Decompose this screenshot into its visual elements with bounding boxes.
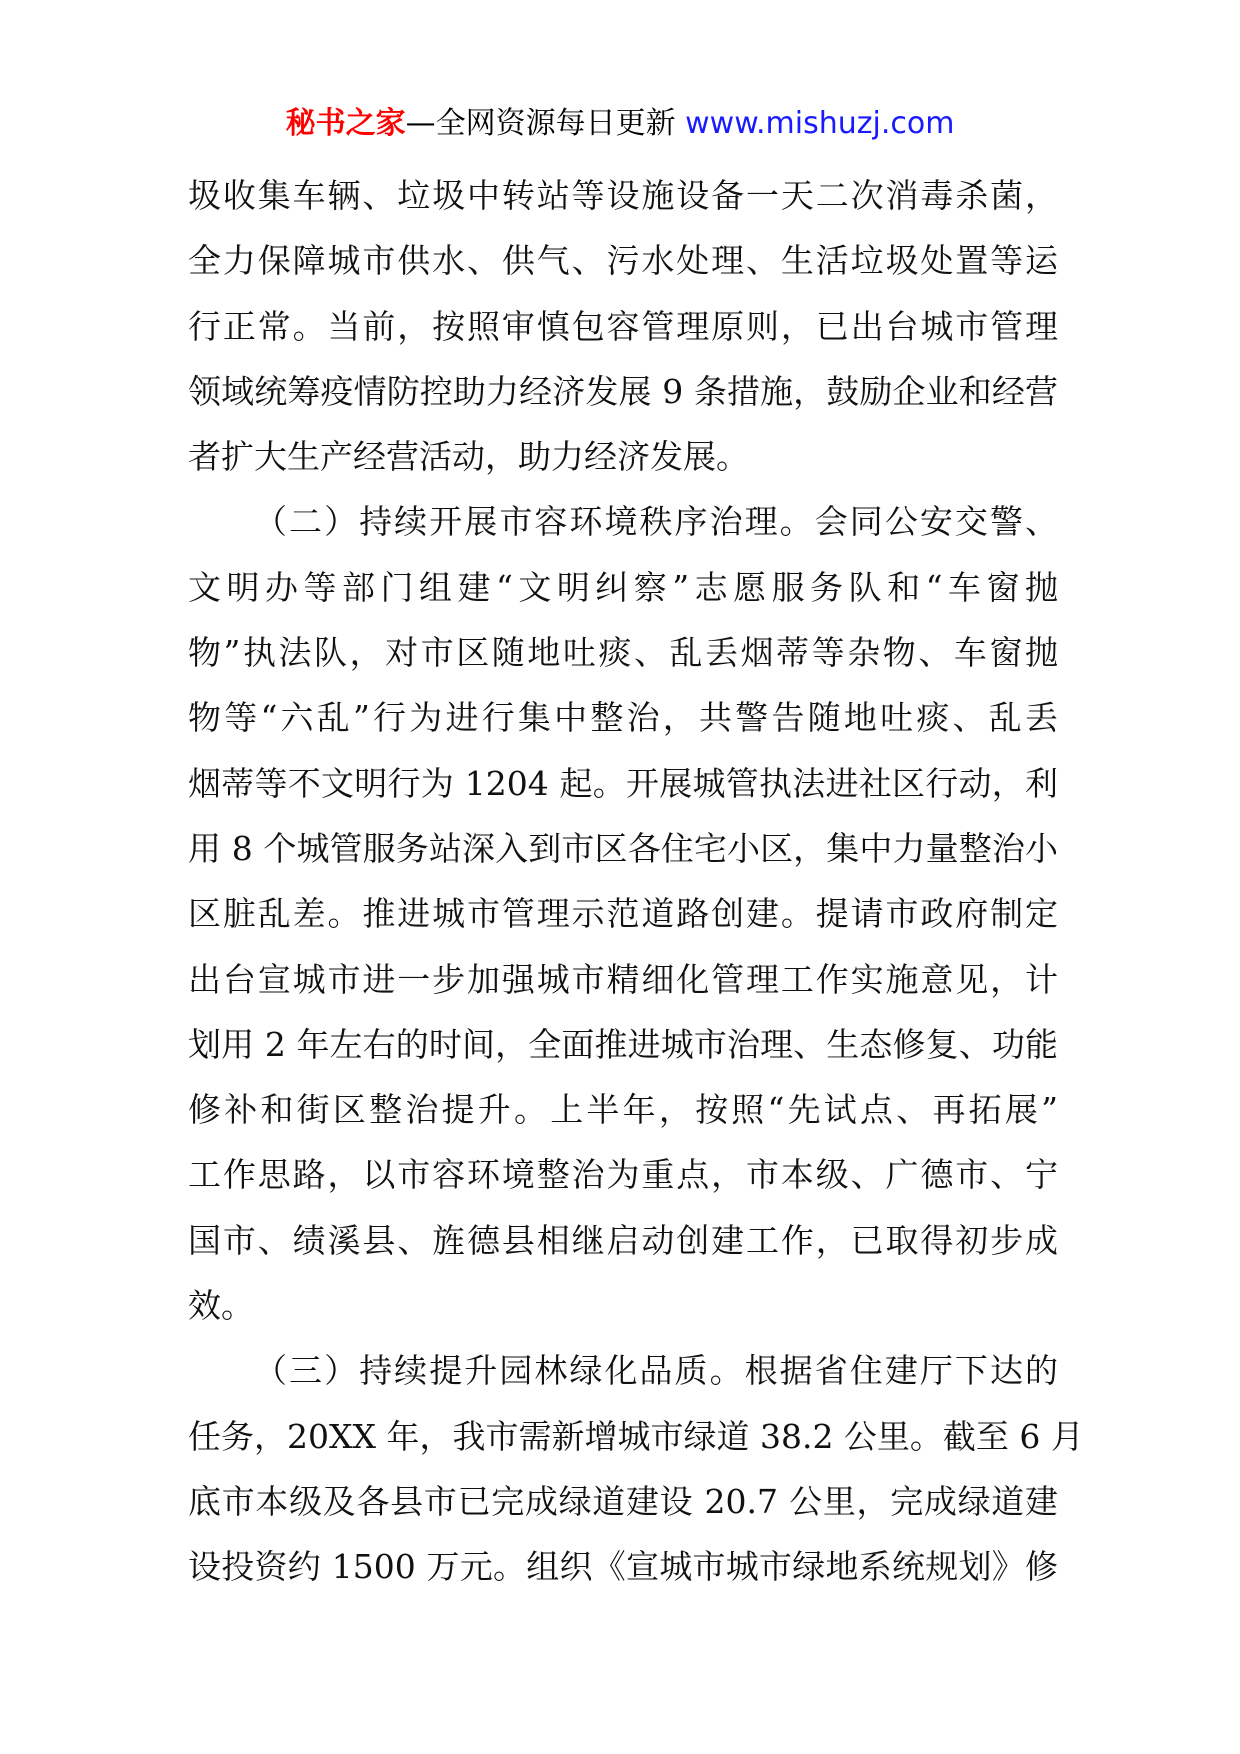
body-text <box>188 163 1084 1600</box>
text-line: 工作思路，以市容环境整治为重点，市本级、广德市、宁 <box>188 1155 1058 1195</box>
text-line: （二）持续开展市容环境秩序治理。会同公安交警、 <box>254 502 1058 542</box>
text-line: （三）持续提升园林绿化品质。根据省住建厅下达的 <box>254 1351 1058 1391</box>
text-line: 任务，20XX 年，我市需新增城市绿道 38.2 公里。截至 6 月 <box>188 1416 1084 1456</box>
text-line: 效。 <box>188 1286 254 1326</box>
text-line: 全力保障城市供水、供气、污水处理、生活垃圾处置等运 <box>188 241 1058 281</box>
header-url-link[interactable]: www.mishuzj.com <box>685 106 955 141</box>
text-line: 底市本级及各县市已完成绿道建设 20.7 公里，完成绿道建 <box>188 1481 1058 1521</box>
text-line: 领域统筹疫情防控助力经济发展 9 条措施，鼓励企业和经营 <box>188 371 1058 411</box>
text-line: 文明办等部门组建“文明纠察”志愿服务队和“车窗抛 <box>188 567 1058 607</box>
header-brand: 秘书之家 <box>285 106 406 141</box>
text-line: 设投资约 1500 万元。组织《宣城市城市绿地系统规划》修 <box>188 1547 1058 1587</box>
text-line: 者扩大生产经营活动，助力经济发展。 <box>188 437 749 477</box>
text-line: 圾收集车辆、垃圾中转站等设施设备一天二次消毒杀菌， <box>188 176 1058 215</box>
text-line: 出台宣城市进一步加强城市精细化管理工作实施意见，计 <box>188 959 1058 999</box>
text-line: 国市、绩溪县、旌德县相继启动创建工作，已取得初步成 <box>188 1220 1058 1260</box>
text-line: 物等“六乱”行为进行集中整治，共警告随地吐痰、乱丢 <box>188 698 1058 738</box>
text-line: 烟蒂等不文明行为 1204 起。开展城管执法进社区行动，利 <box>188 763 1058 803</box>
text-line: 划用 2 年左右的时间，全面推进城市治理、生态修复、功能 <box>188 1024 1058 1064</box>
text-line: 行正常。当前，按照审慎包容管理原则，已出台城市管理 <box>188 306 1058 346</box>
text-line: 物”执法队，对市区随地吐痰、乱丢烟蒂等杂物、车窗抛 <box>188 633 1058 673</box>
text-line: 修补和街区整治提升。上半年，按照“先试点、再拓展” <box>188 1090 1058 1130</box>
header-tagline: —全网资源每日更新 <box>405 106 676 141</box>
page-header <box>0 100 1240 148</box>
text-line: 用 8 个城管服务站深入到市区各住宅小区，集中力量整治小 <box>188 828 1058 868</box>
text-line: 区脏乱差。推进城市管理示范道路创建。提请市政府制定 <box>188 894 1058 934</box>
